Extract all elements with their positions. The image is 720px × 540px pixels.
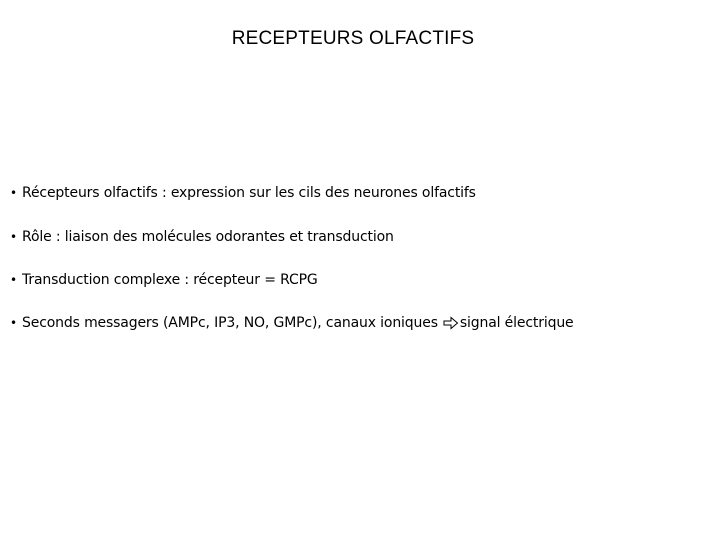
bullet-text-before-arrow: Seconds messagers (AMPc, IP3, NO, GMPc), canaux ioniques <box>22 315 438 331</box>
bullet-text: Rôle : liaison des molécules odorantes et transduction <box>22 229 394 245</box>
bullet-item <box>10 271 318 289</box>
bullet-text-after-arrow: signal électrique <box>459 315 574 331</box>
bullet-text: Récepteurs olfactifs : expression sur les cils des neurones olfactifs <box>22 185 476 201</box>
bullet-dot: • <box>10 230 17 244</box>
outline-arrow-right-icon <box>443 316 459 330</box>
slide-title: RECEPTEURS OLFACTIFS <box>231 28 475 49</box>
bullet-dot: • <box>10 316 17 330</box>
bullet-dot: • <box>10 273 17 287</box>
bullet-item <box>10 184 476 202</box>
bullet-text: Transduction complexe : récepteur = RCPG <box>22 272 318 288</box>
bullet-dot: • <box>10 186 17 200</box>
bullet-item <box>10 228 394 246</box>
bullet-item <box>10 314 574 332</box>
